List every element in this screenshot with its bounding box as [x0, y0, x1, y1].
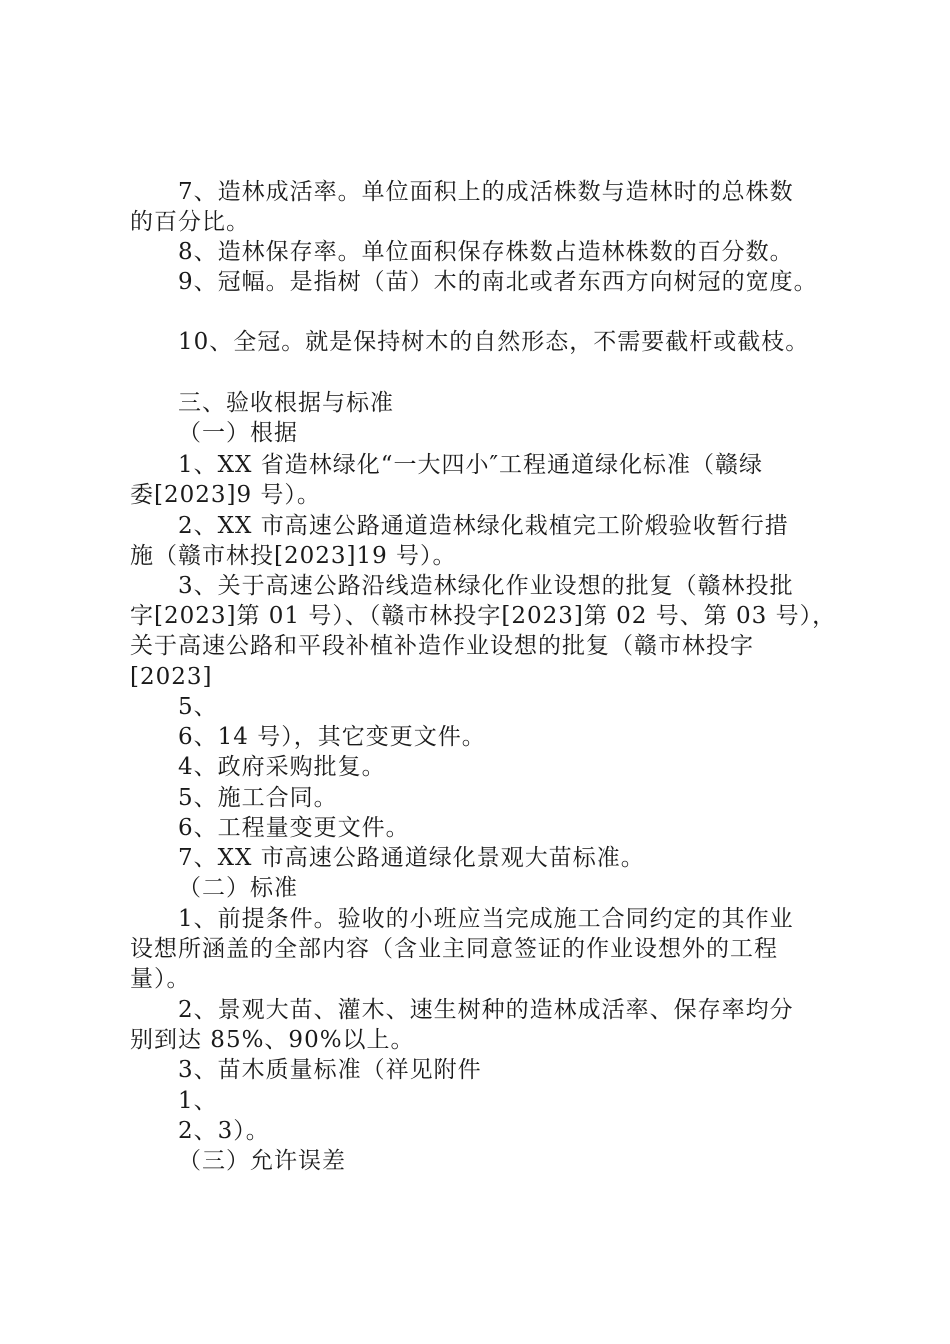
text-line: [2023]	[130, 664, 213, 690]
text-line: 量）。	[130, 966, 191, 992]
text-line: 1、前提条件。验收的小班应当完成施工合同约定的其作业	[178, 906, 794, 932]
text-line: 施（赣市林投[2023]19 号）。	[130, 543, 457, 569]
text-line: 3、关于高速公路沿线造林绿化作业设想的批复（赣林投批	[178, 573, 794, 599]
text-line: 8、造林保存率。单位面积保存株数占造林株数的百分数。	[178, 239, 794, 265]
text-line: 7、XX 市高速公路通道绿化景观大苗标准。	[178, 845, 645, 871]
text-line: 的百分比。	[130, 209, 250, 235]
text-line: 关于高速公路和平段补植补造作业设想的批复（赣市林投字	[130, 633, 754, 659]
subsection-heading: （三）允许误差	[178, 1148, 346, 1174]
text-line: 9、冠幅。是指树（苗）木的南北或者东西方向树冠的宽度。	[178, 269, 818, 295]
text-line: 委[2023]9 号）。	[130, 482, 321, 508]
text-line: 6、工程量变更文件。	[178, 815, 410, 841]
text-line: 7、造林成活率。单位面积上的成活株数与造林时的总株数	[178, 179, 794, 205]
text-line: 字[2023]第 01 号）、（赣市林投字[2023]第 02 号、第 03 号），	[130, 603, 837, 629]
section-heading: 三、验收根据与标准	[178, 390, 394, 416]
text-line: 6、14 号），其它变更文件。	[178, 724, 486, 750]
text-line: 10、全冠。就是保持树木的自然形态，不需要截杆或截枝。	[178, 329, 810, 355]
text-line: 4、政府采购批复。	[178, 754, 386, 780]
text-line: 1、	[178, 1088, 218, 1114]
text-line: 2、景观大苗、灌木、速生树种的造林成活率、保存率均分	[178, 997, 794, 1023]
text-line: 3、苗木质量标准（祥见附件	[178, 1057, 482, 1083]
subsection-heading: （二）标准	[178, 875, 298, 901]
text-line: 5、施工合同。	[178, 785, 338, 811]
text-line: 2、3）。	[178, 1118, 270, 1144]
text-line: 2、XX 市高速公路通道造林绿化栽植完工阶煅验收暂行措	[178, 513, 789, 539]
text-line: 5、	[178, 694, 218, 720]
text-line: 1、XX 省造林绿化“一大四小″工程通道绿化标准（赣绿	[178, 452, 764, 478]
text-line: 别到达 85%、90%以上。	[130, 1027, 415, 1053]
text-line: 设想所涵盖的全部内容（含业主同意签证的作业设想外的工程	[130, 936, 778, 962]
subsection-heading: （一）根据	[178, 420, 298, 446]
